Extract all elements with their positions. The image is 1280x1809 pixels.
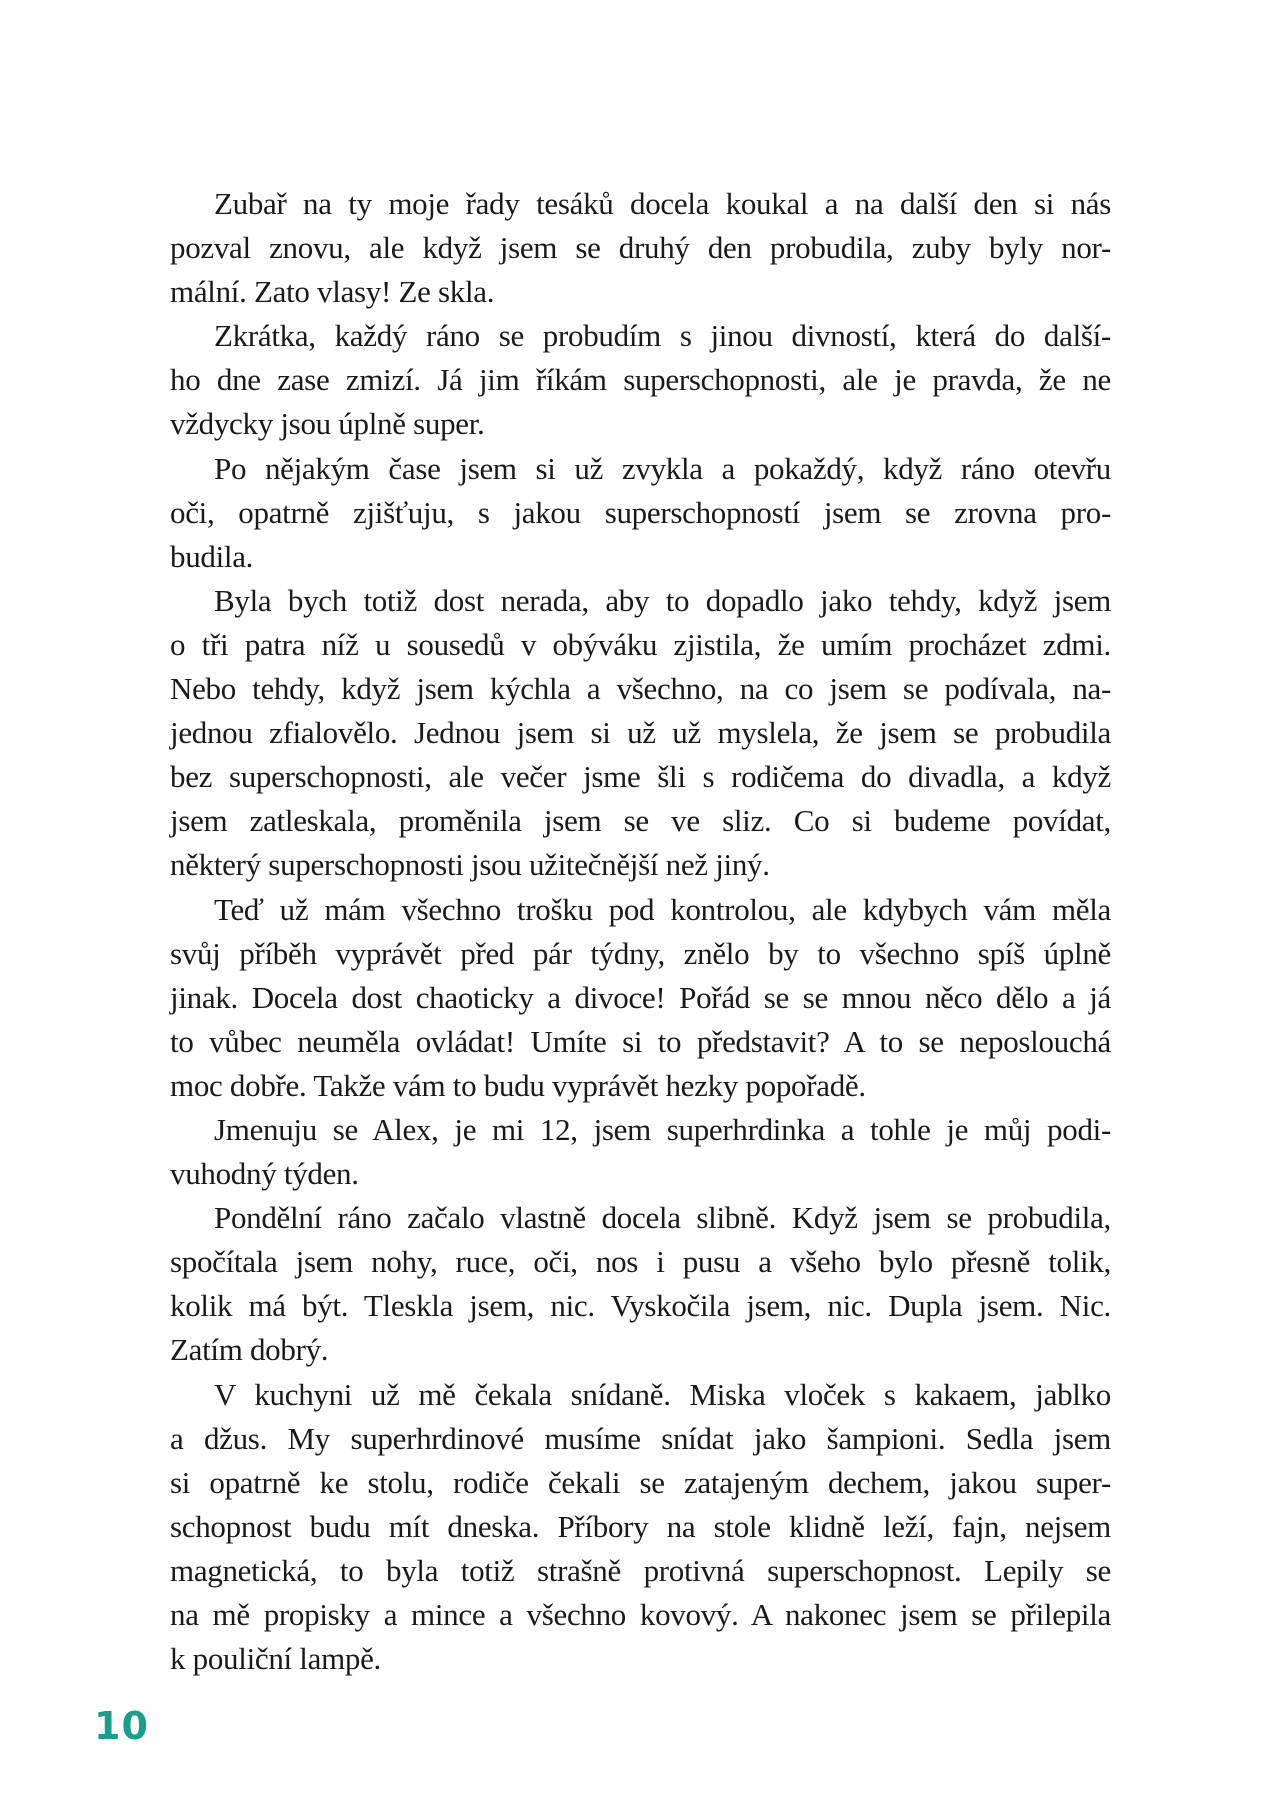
page-number: 10 xyxy=(94,1704,149,1748)
text-line: k pouliční lampě. xyxy=(170,1641,381,1677)
text-line: jinak. Docela dost chaoticky a divoce! Pořád se se mnou něco dělo a já xyxy=(170,979,1111,1015)
text-line: budila. xyxy=(170,538,254,574)
text-line: vuhodný týden. xyxy=(170,1156,359,1192)
text-line: jsem zatleskala, proměnila jsem se ve sliz. Co si budeme povídat, xyxy=(170,803,1111,839)
text-line: Zatím dobrý. xyxy=(170,1332,329,1368)
text-line: Nebo tehdy, když jsem kýchla a všechno, na co jsem se podívala, na- xyxy=(170,671,1111,707)
body-text xyxy=(170,182,1111,1681)
text-line: si opatrně ke stolu, rodiče čekali se zatajeným dechem, jakou super- xyxy=(170,1464,1111,1500)
text-line: to vůbec neuměla ovládat! Umíte si to představit? A to se neposlouchá xyxy=(170,1023,1111,1059)
text-line: moc dobře. Takže vám to budu vyprávět hezky popořadě. xyxy=(170,1067,866,1103)
text-line: Zubař na ty moje řady tesáků docela koukal a na další den si nás xyxy=(214,186,1111,221)
text-line: Teď už mám všechno trošku pod kontrolou, ale kdybych vám měla xyxy=(214,891,1111,927)
text-line: V kuchyni už mě čekala snídaně. Miska vloček s kakaem, jablko xyxy=(214,1376,1111,1412)
text-line: pozval znovu, ale když jsem se druhý den probudila, zuby byly nor- xyxy=(170,230,1111,266)
text-line: Zkrátka, každý ráno se probudím s jinou divností, která do další- xyxy=(214,318,1111,354)
text-line: vždycky jsou úplně super. xyxy=(170,406,485,442)
text-line: o tři patra níž u sousedů v obýváku zjistila, že umím procházet zdmi. xyxy=(170,626,1111,662)
text-line: Pondělní ráno začalo vlastně docela slibně. Když jsem se probudila, xyxy=(214,1200,1111,1236)
text-line: magnetická, to byla totiž strašně protivná superschopnost. Lepily se xyxy=(170,1552,1111,1588)
text-line: kolik má být. Tleskla jsem, nic. Vyskočila jsem, nic. Dupla jsem. Nic. xyxy=(170,1288,1111,1324)
text-line: a džus. My superhrdinové musíme snídat jako šampioni. Sedla jsem xyxy=(170,1420,1111,1456)
text-line: Po nějakým čase jsem si už zvykla a pokaždý, když ráno otevřu xyxy=(214,450,1111,486)
text-line: jednou zfialovělo. Jednou jsem si už už myslela, že jsem se probudila xyxy=(170,715,1111,751)
text-line: oči, opatrně zjišťuju, s jakou superschopností jsem se zrovna pro- xyxy=(170,494,1111,530)
text-line: Jmenuju se Alex, je mi 12, jsem superhrdinka a tohle je můj podi- xyxy=(214,1111,1111,1147)
text-line: ho dne zase zmizí. Já jim říkám superschopnosti, ale je pravda, že ne xyxy=(170,362,1111,398)
text-line: spočítala jsem nohy, ruce, oči, nos i pusu a všeho bylo přesně tolik, xyxy=(170,1244,1111,1280)
text-line: schopnost budu mít dneska. Příbory na stole klidně leží, fajn, nejsem xyxy=(170,1508,1111,1544)
text-line: bez superschopnosti, ale večer jsme šli s rodičema do divadla, a když xyxy=(170,759,1111,795)
text-line: na mě propisky a mince a všechno kovový. A nakonec jsem se přilepila xyxy=(170,1597,1111,1632)
text-line: mální. Zato vlasy! Ze skla. xyxy=(170,274,495,310)
text-line: svůj příběh vyprávět před pár týdny, znělo by to všechno spíš úplně xyxy=(170,935,1111,971)
text-line: Byla bych totiž dost nerada, aby to dopadlo jako tehdy, když jsem xyxy=(214,582,1111,618)
text-line: některý superschopnosti jsou užitečnější než jiný. xyxy=(170,847,770,883)
